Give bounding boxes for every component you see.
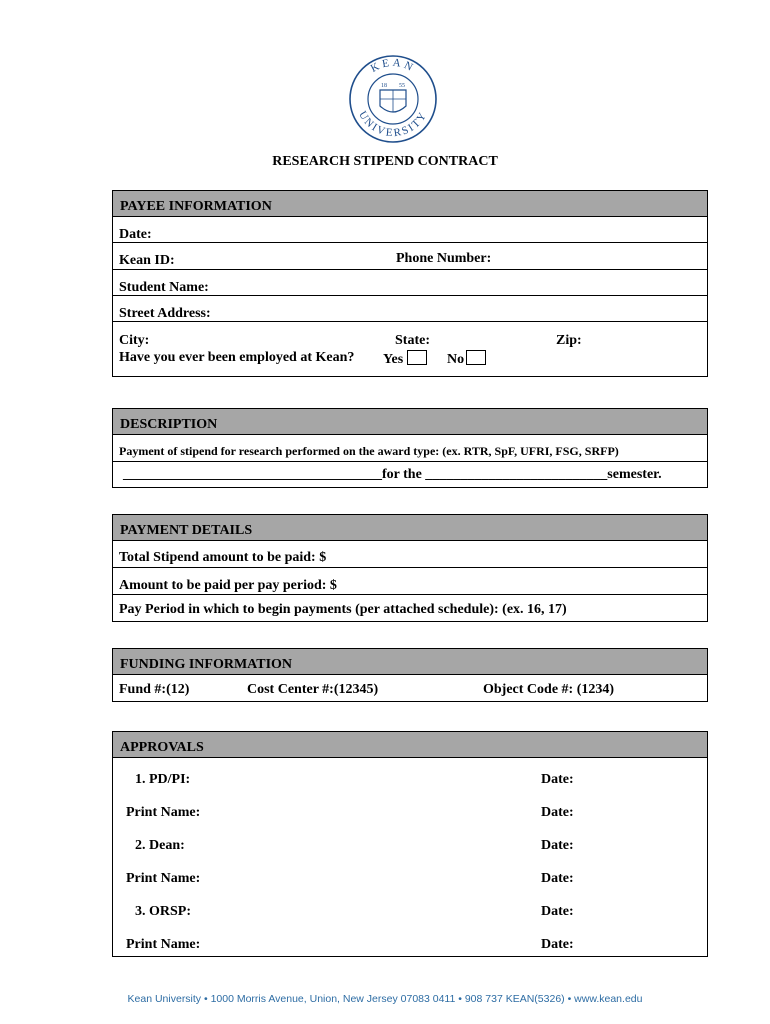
page-title: RESEARCH STIPEND CONTRACT bbox=[272, 154, 498, 169]
approval-signer-label: 2. Dean: bbox=[135, 838, 185, 853]
approval-row bbox=[113, 824, 707, 857]
approval-date-label: Date: bbox=[541, 871, 574, 886]
approval-signer-label: Print Name: bbox=[126, 871, 201, 886]
approval-date-label: Date: bbox=[541, 772, 574, 787]
begin-period-label: Pay Period in which to begin payments (per attached schedule): (ex. 16, 17) bbox=[119, 602, 567, 617]
description-section bbox=[112, 408, 708, 488]
date-label: Date: bbox=[119, 227, 152, 242]
approval-row bbox=[113, 890, 707, 923]
phone-number-label: Phone Number: bbox=[396, 251, 492, 266]
cost-center-label: Cost Center #:(12345) bbox=[247, 682, 379, 697]
svg-text:KEAN: KEAN bbox=[368, 56, 418, 75]
kean-university-seal-logo bbox=[348, 54, 438, 144]
zip-label: Zip: bbox=[556, 333, 582, 348]
payee-information-section bbox=[112, 190, 708, 377]
per-period-label: Amount to be paid per pay period: $ bbox=[119, 578, 337, 593]
approval-signer-label: 3. ORSP: bbox=[135, 904, 191, 919]
section-header: PAYMENT DETAILS bbox=[113, 515, 707, 541]
employment-question: Have you ever been employed at Kean? bbox=[119, 350, 355, 365]
date-row bbox=[113, 217, 707, 243]
approval-signer-label: Print Name: bbox=[126, 937, 201, 952]
yes-option[interactable] bbox=[383, 350, 427, 368]
city-state-zip-row bbox=[113, 322, 707, 348]
payment-details-section bbox=[112, 514, 708, 622]
section-header: FUNDING INFORMATION bbox=[113, 649, 707, 675]
approval-row bbox=[113, 923, 707, 956]
employment-row bbox=[113, 344, 707, 374]
no-option[interactable] bbox=[447, 350, 486, 368]
section-header: APPROVALS bbox=[113, 732, 707, 758]
section-header: PAYEE INFORMATION bbox=[113, 191, 707, 217]
approval-date-label: Date: bbox=[541, 838, 574, 853]
state-label: State: bbox=[395, 333, 430, 348]
funding-row bbox=[113, 675, 707, 701]
student-name-row bbox=[113, 270, 707, 296]
kean-id-label: Kean ID: bbox=[119, 253, 175, 268]
section-header: DESCRIPTION bbox=[113, 409, 707, 435]
approval-date-label: Date: bbox=[541, 937, 574, 952]
svg-text:18: 18 bbox=[381, 83, 387, 89]
award-semester-row bbox=[113, 462, 707, 488]
svg-text:55: 55 bbox=[399, 83, 405, 89]
approval-row bbox=[113, 758, 707, 791]
fund-label: Fund #:(12) bbox=[119, 682, 190, 697]
city-label: City: bbox=[119, 333, 150, 348]
approval-date-label: Date: bbox=[541, 805, 574, 820]
approval-signer-label: Print Name: bbox=[126, 805, 201, 820]
yes-label: Yes bbox=[383, 352, 404, 367]
begin-period-row bbox=[113, 595, 707, 620]
total-stipend-row bbox=[113, 541, 707, 568]
payment-description-text: Payment of stipend for research performed on the award type: (ex. RTR, SpF, UFRI, FSG, SRFP) bbox=[119, 444, 619, 458]
approval-row bbox=[113, 857, 707, 890]
footer-contact-info: Kean University • 1000 Morris Avenue, Union, New Jersey 07083 0411 • 908 737 KEAN(5326) • www.kean.edu bbox=[127, 993, 643, 1005]
student-name-label: Student Name: bbox=[119, 280, 209, 295]
kean-id-row bbox=[113, 243, 707, 270]
approvals-section bbox=[112, 731, 708, 957]
total-stipend-label: Total Stipend amount to be paid: $ bbox=[119, 550, 327, 565]
approval-date-label: Date: bbox=[541, 904, 574, 919]
yes-checkbox[interactable] bbox=[407, 350, 427, 365]
no-label: No bbox=[447, 352, 465, 367]
payment-description-row bbox=[113, 435, 707, 462]
no-checkbox[interactable] bbox=[466, 350, 486, 365]
svg-text:UNIVERSITY: UNIVERSITY bbox=[356, 109, 430, 140]
approval-row bbox=[113, 791, 707, 824]
approval-signer-label: 1. PD/PI: bbox=[135, 772, 191, 787]
street-address-row bbox=[113, 296, 707, 322]
object-code-label: Object Code #: (1234) bbox=[483, 682, 615, 697]
street-address-label: Street Address: bbox=[119, 306, 211, 321]
award-type-line[interactable]: _____________________________________for the __________________________semester. bbox=[123, 467, 662, 482]
per-period-row bbox=[113, 568, 707, 595]
funding-information-section bbox=[112, 648, 708, 702]
